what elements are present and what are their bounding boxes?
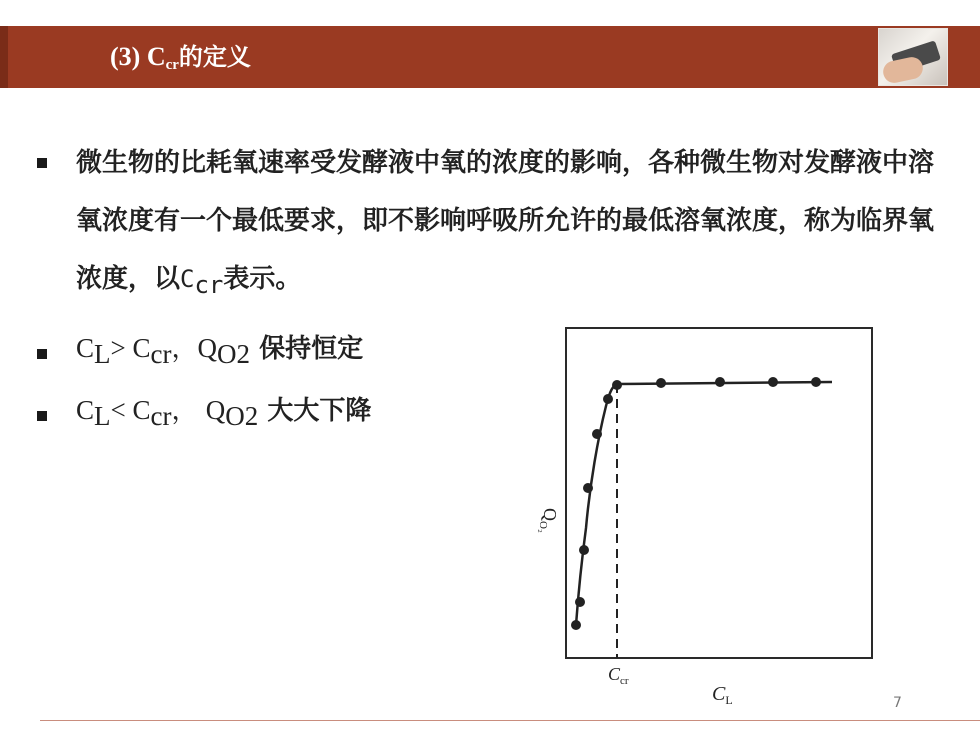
ccr-symbol: C — [132, 395, 151, 425]
hands-with-phone-photo — [878, 28, 948, 86]
ccr-sub: cr — [150, 339, 172, 370]
title-subscript: cr — [165, 57, 179, 73]
cl-symbol: C — [76, 333, 95, 363]
slide-title — [110, 26, 251, 88]
lt-operator: < — [110, 395, 133, 425]
uptake-curve — [576, 382, 832, 625]
ccr-symbol: C — [180, 265, 195, 293]
data-point — [715, 377, 725, 387]
bullet-square-icon — [37, 349, 47, 359]
cl-sub: L — [94, 401, 111, 432]
q-symbol: Q — [205, 395, 226, 425]
bullet-square-icon — [37, 158, 47, 168]
hand-shape — [881, 55, 925, 85]
definition-text: 微生物的比耗氧速率受发酵液中氧的浓度的影响，各种微生物对发酵液中溶氧浓度有一个最低要求，即不影响呼吸所允许的最低溶氧浓度，称为临界氧浓度，以 — [76, 148, 935, 294]
data-point — [656, 378, 666, 388]
title-accent — [0, 26, 8, 88]
q-sub: O2 — [217, 339, 251, 370]
bullet-square-icon — [37, 411, 47, 421]
gt-operator: > — [110, 333, 133, 363]
ccr-symbol-sub: cr — [194, 271, 224, 300]
condition-low — [76, 390, 371, 432]
data-point — [583, 483, 593, 493]
separator: ， — [171, 396, 206, 426]
ccr-symbol: C — [132, 333, 151, 363]
q-symbol: Q — [197, 333, 218, 363]
ccr-axis-label: $C_{cr}$ — [608, 664, 629, 687]
q-sub: O2 — [225, 401, 259, 432]
oxygen-uptake-figure — [520, 318, 890, 718]
data-point — [571, 620, 581, 630]
cl-sub: L — [94, 339, 111, 370]
cl-symbol: C — [76, 395, 95, 425]
bottom-divider — [40, 720, 980, 721]
y-axis-label: $Q_{O_2}$ — [537, 508, 560, 533]
ccr-sub: cr — [150, 401, 172, 432]
result-decrease: 大大下降 — [258, 396, 372, 426]
data-point — [603, 394, 613, 404]
data-point — [612, 380, 622, 390]
result-constant: 保持恒定 — [250, 334, 364, 364]
data-point — [575, 597, 585, 607]
title-prefix: (3) C — [110, 42, 166, 71]
definition-paragraph — [76, 134, 936, 314]
data-points — [571, 377, 821, 630]
definition-end: 表示。 — [223, 264, 302, 294]
data-point — [579, 545, 589, 555]
page-number: 7 — [893, 695, 902, 711]
title-suffix: 的定义 — [178, 43, 251, 71]
data-point — [592, 429, 602, 439]
data-point — [811, 377, 821, 387]
condition-high — [76, 328, 363, 370]
data-point — [768, 377, 778, 387]
separator: ， — [171, 334, 198, 364]
x-axis-label: $C_L$ — [712, 683, 733, 707]
